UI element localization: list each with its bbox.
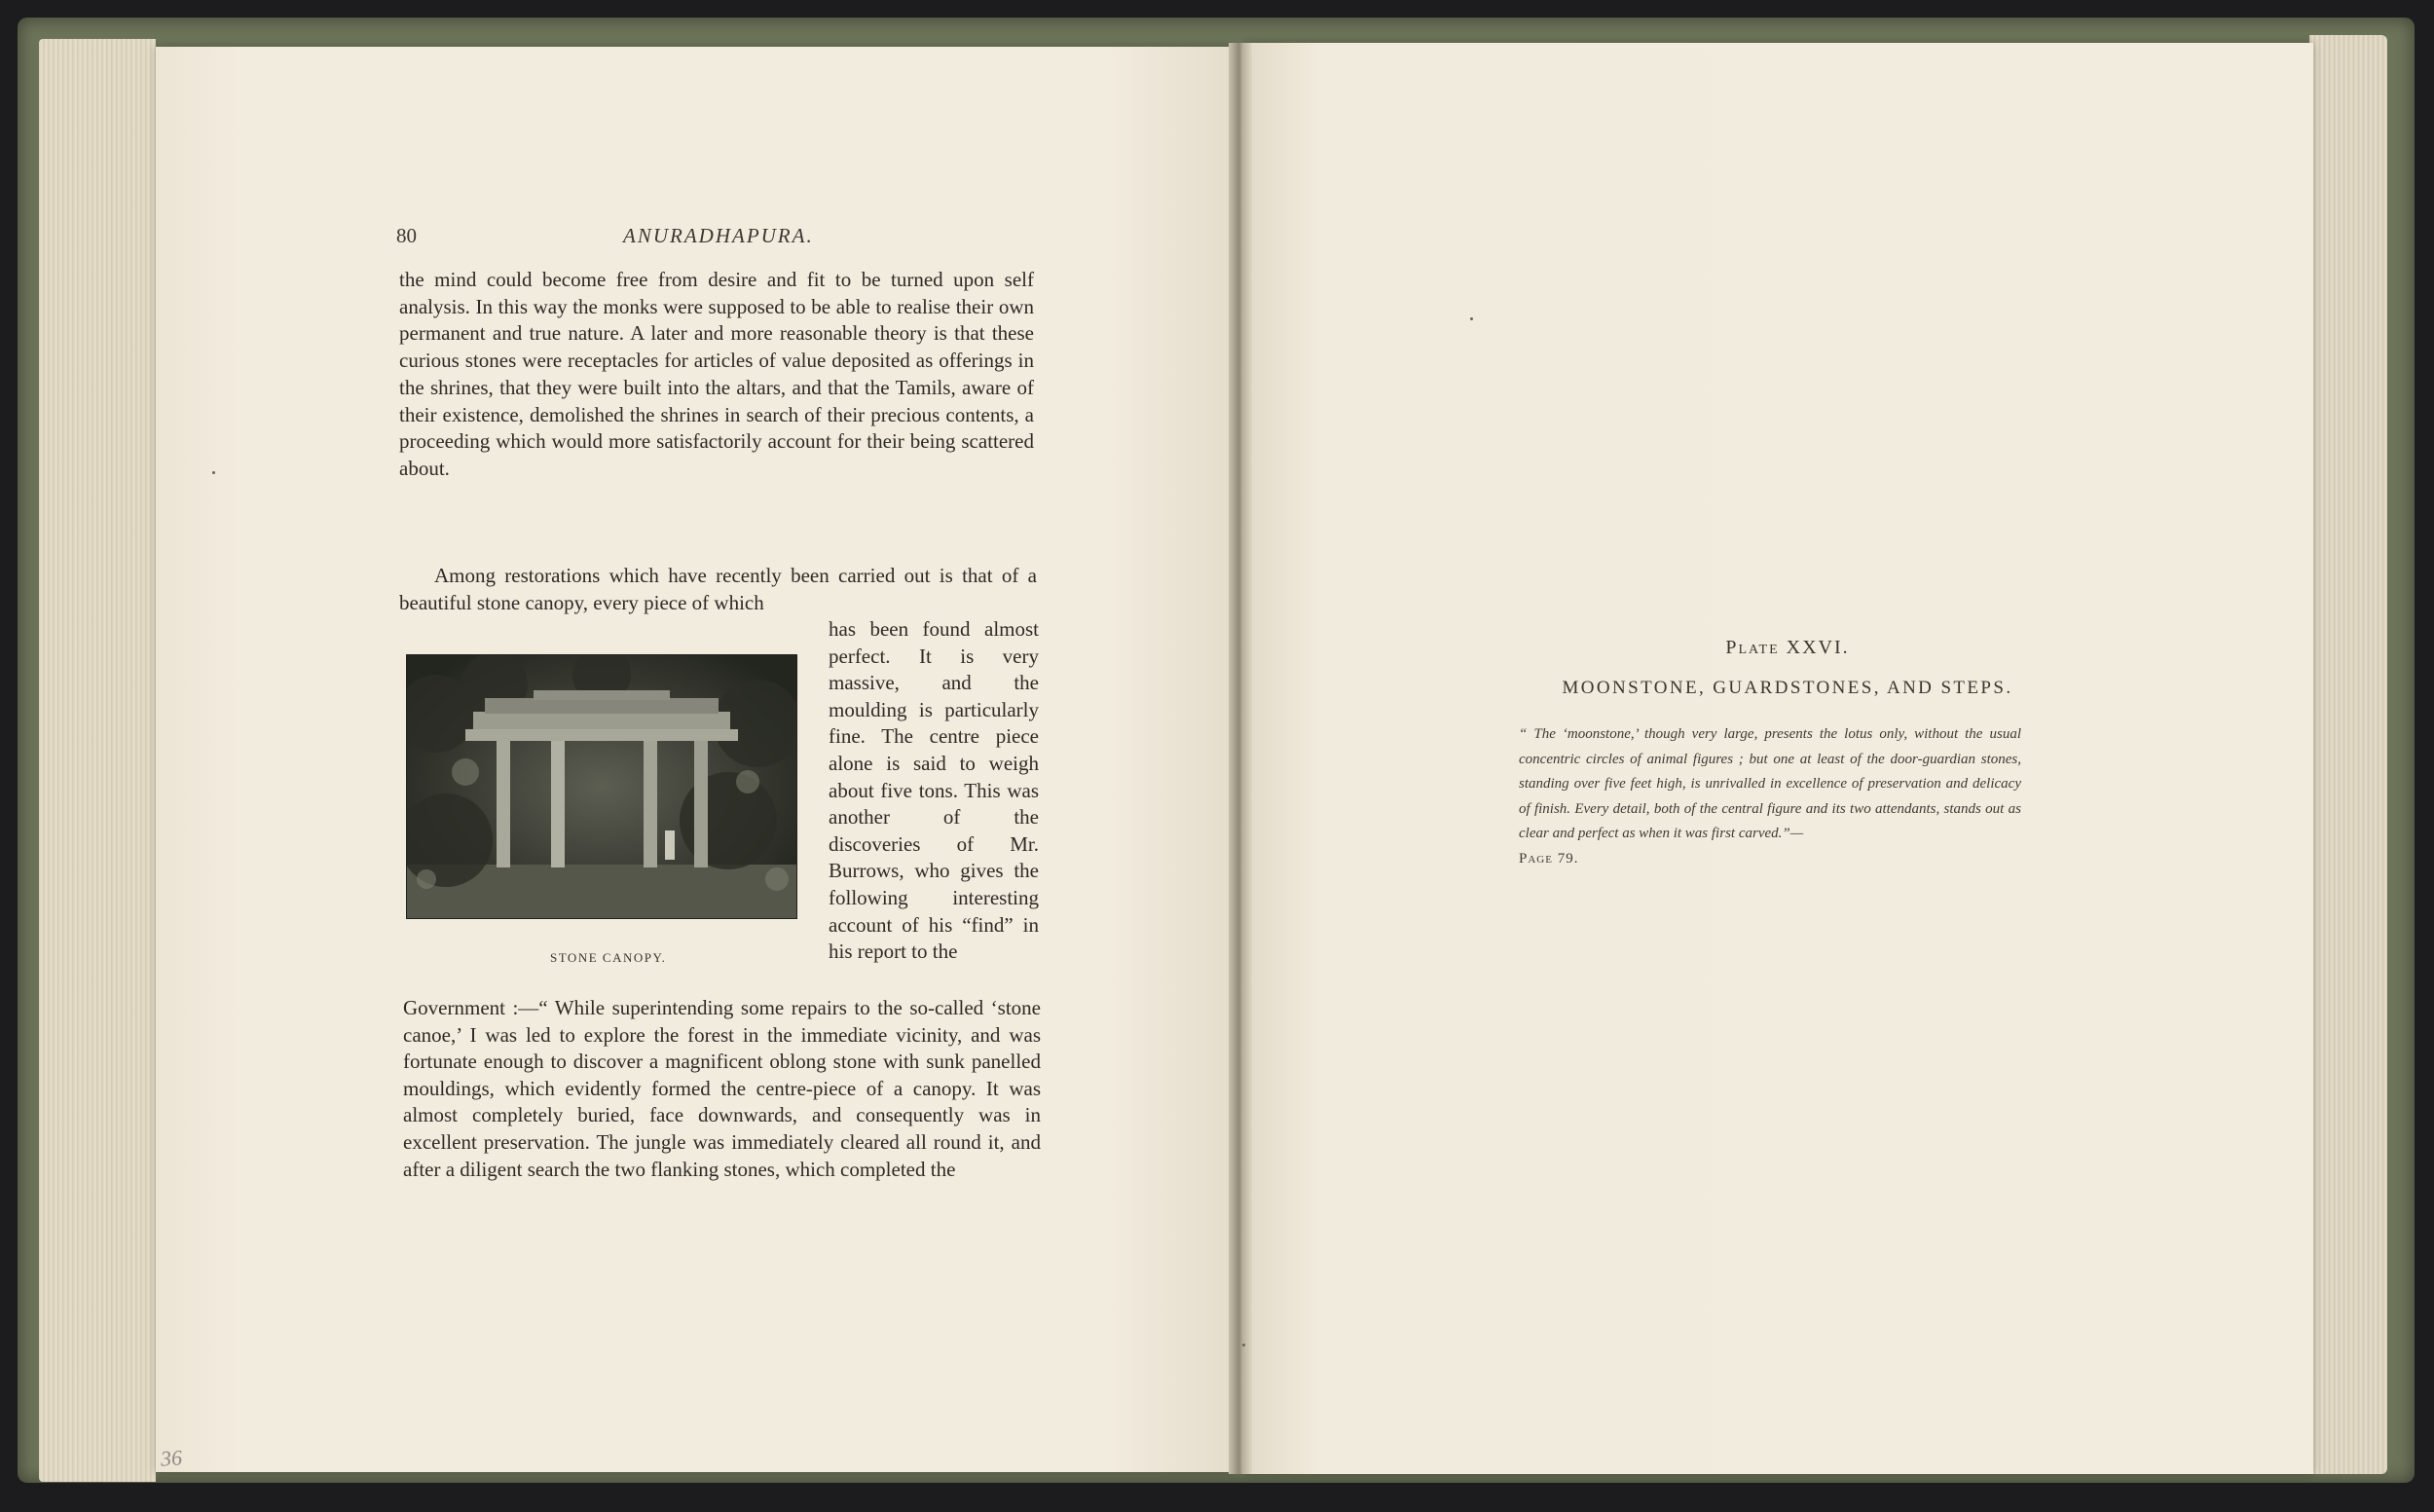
plate-quote-text: “ The ‘moonstone,’ though very large, presents the lotus only, without the usual concentric circles of animal figures ; but one at least of the door-guardian stones, standing over five feet high, is unrivalled in excellence of preservation and delicacy of finish. Every detail, both of the central figure and its two attendants, stands out as clear and perfect as when it was first carved.”— [1519,726,2021,841]
stone-canopy-photo [406,654,797,919]
page-edges-left [39,39,156,1482]
running-title: ANURADHAPURA. [623,224,814,247]
running-head [396,224,815,253]
paragraph-2-continued: Government :—“ While superintending some repairs to the so-called ‘stone canoe,’ I was led to explore the forest in the immediate vicinity, and was fortunate enough to discover a magnificent oblong stone with sunk panelled mouldings, which evidently formed the centre-piece of a canopy. It was almost completely buried, face downwards, and consequently was in excellent preservation. The jungle was immediately cleared all round it, and after a diligent search the two flanking stones, which completed the [403,996,1041,1181]
plate-page-reference: Page 79. [1519,850,1579,867]
canopy-illustration [407,655,796,918]
paper-speck [1470,317,1473,320]
page-number: 80 [396,224,417,247]
paper-speck [1242,1344,1245,1346]
figure-caption: STONE CANOPY. [550,950,667,965]
plate-number: Plate XXVI. [1725,637,1850,658]
page-edges-right [2309,35,2387,1474]
plate-description [1519,722,2021,871]
paragraph-2-opening: Among restorations which have recently been carried out is that of a beautiful stone canopy, every piece of which [399,564,1037,614]
book-gutter [1229,43,1252,1474]
plate-heading [1515,637,2060,699]
paper-speck [212,471,215,474]
paragraph-2-wrapped: has been found almost perfect. It is very massive, and the moulding is particularly fine. The centre piece alone is said to weigh about five tons. This was another of the discoveries of Mr. Burrows, who gives the following interesting account of his “find” in his report to the [829,617,1039,964]
paragraph-1: the mind could become free from desire and fit to be turned upon self analysis. In this way the monks were supposed to be able to realise their own permanent and true nature. A later and more reasonable theory is that these curious stones were receptacles for articles of value deposited as offerings in the shrines, that they were built into the altars, and that the Tamils, aware of their existence, demolished the shrines in search of their precious contents, a proceeding which would more satisfactorily account for their being scattered about. [399,268,1034,480]
pencil-annotation: 36 [160,1445,183,1471]
plate-title: MOONSTONE, GUARDSTONES, AND STEPS. [1562,678,2013,698]
